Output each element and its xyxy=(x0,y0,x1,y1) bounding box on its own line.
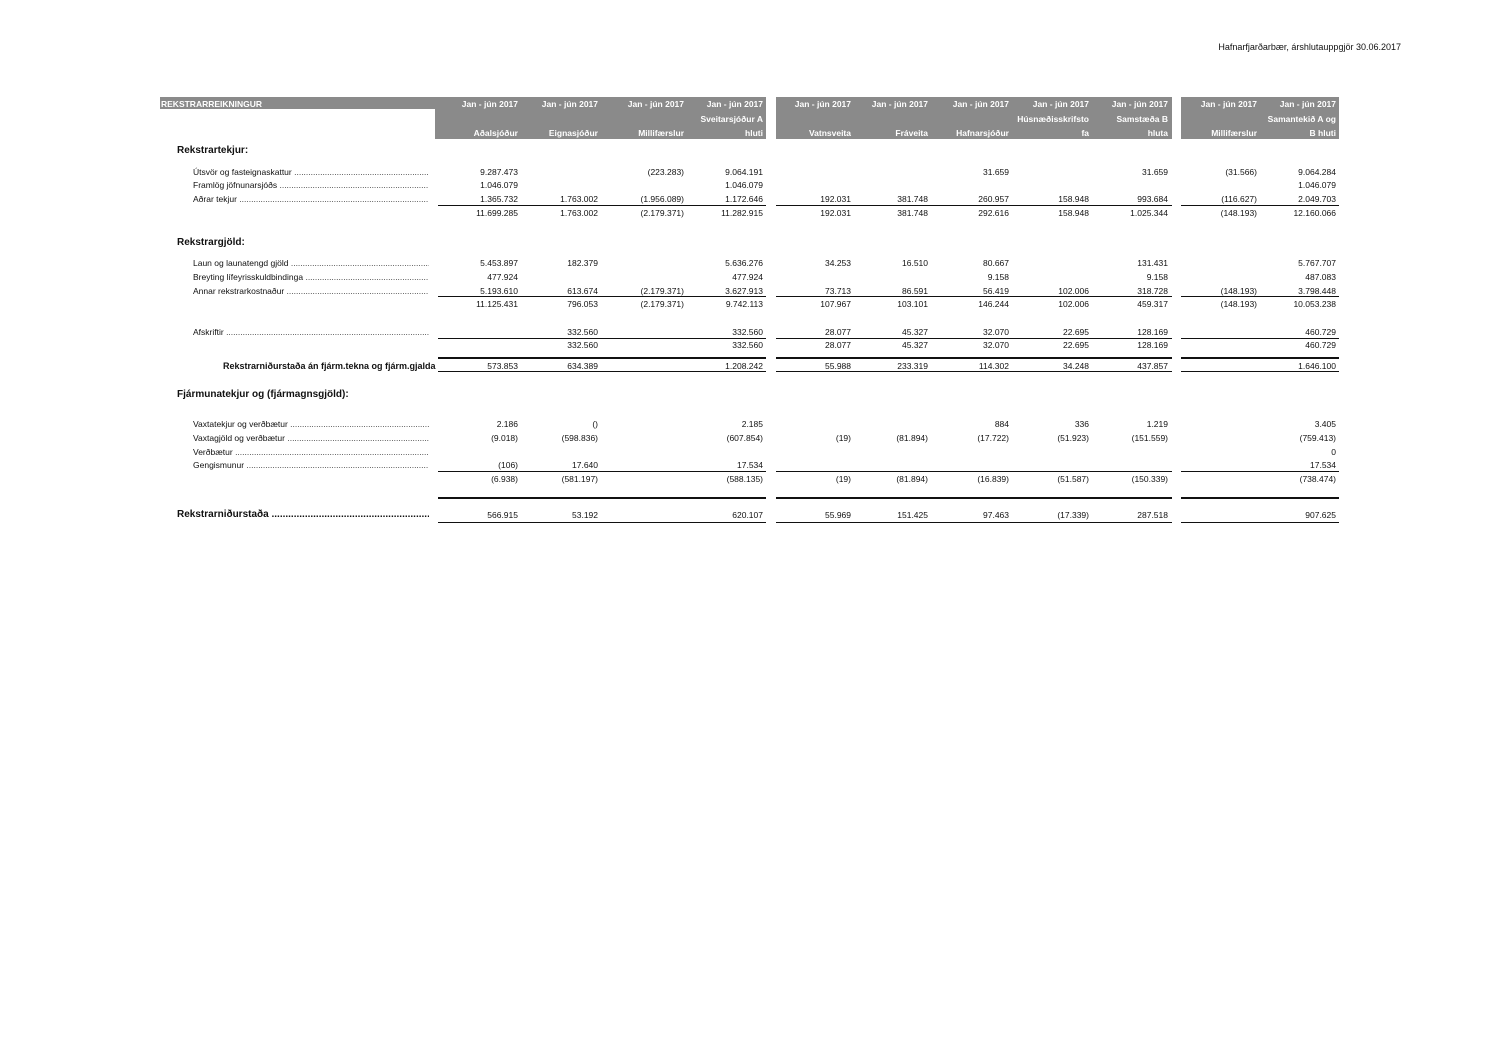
cell-framlog-3: 1.046.079 xyxy=(725,180,763,190)
cell-breyting-3: 477.924 xyxy=(732,272,763,282)
document-header: Hafnarfjarðarbær, árshlutauppgjör 30.06.2017 xyxy=(1218,42,1401,52)
column-name-line2-9: Millifærslur xyxy=(1211,128,1257,138)
cell-expenses-total-6: 146.244 xyxy=(978,299,1009,309)
cell-adrar-tekjur-4: 192.031 xyxy=(820,194,851,204)
rule-operating-bottom-0 xyxy=(438,371,766,372)
cell-operating-result-4: 55.988 xyxy=(825,361,851,371)
cell-revenue-total-10: 12.160.066 xyxy=(1293,208,1336,218)
cell-finance-total-1: (581.197) xyxy=(561,474,598,484)
cell-utsvor-2: (223.283) xyxy=(647,167,684,177)
cell-net-result-0: 566.915 xyxy=(487,510,518,520)
cell-vaxtagjold-7: (51.923) xyxy=(1057,433,1089,443)
cell-annar-9: (148.193) xyxy=(1220,286,1257,296)
cell-net-result-4: 55.969 xyxy=(825,510,851,520)
column-name-line1-7: Húsnæðisskrifsto xyxy=(1017,114,1089,124)
column-name-line1-10: Samantekið A og xyxy=(1267,114,1336,124)
cell-expenses-total-1: 796.053 xyxy=(567,299,598,309)
rule-finance-total-0 xyxy=(438,471,766,472)
cell-revenue-total-6: 292.616 xyxy=(978,208,1009,218)
cell-adrar-tekjur-3: 1.172.646 xyxy=(725,194,763,204)
rule-net-top-2 xyxy=(1181,497,1339,499)
column-period-5: Jan - jún 2017 xyxy=(871,99,928,109)
column-period-2: Jan - jún 2017 xyxy=(627,99,684,109)
rule-operating-top-2 xyxy=(1181,357,1339,359)
cell-revenue-total-4: 192.031 xyxy=(820,208,851,218)
cell-vaxtatekjur-6: 884 xyxy=(994,419,1009,429)
cell-afskriftir-total-8: 128.169 xyxy=(1137,340,1168,350)
cell-operating-result-0: 573.853 xyxy=(487,361,518,371)
rule-expenses-total-0 xyxy=(438,296,766,297)
column-name-line2-3: hluti xyxy=(745,128,763,138)
cell-finance-total-10: (738.474) xyxy=(1299,474,1336,484)
cell-laun-3: 5.636.276 xyxy=(725,258,763,268)
cell-vaxtagjold-6: (17.722) xyxy=(977,433,1009,443)
cell-expenses-total-3: 9.742.113 xyxy=(725,299,763,309)
cell-expenses-total-5: 103.101 xyxy=(897,299,928,309)
section-expenses-title: Rekstrargjöld: xyxy=(177,237,245,248)
cell-breyting-10: 487.083 xyxy=(1305,272,1336,282)
cell-gengismunur-10: 17.534 xyxy=(1310,460,1336,470)
cell-gengismunur-1: 17.640 xyxy=(572,460,598,470)
rule-afskriftir-total-2 xyxy=(1181,338,1339,339)
rule-operating-top-0 xyxy=(438,357,766,359)
cell-annar-6: 56.419 xyxy=(983,286,1009,296)
cell-expenses-total-2: (2.179.371) xyxy=(640,299,684,309)
cell-vaxtagjold-1: (598.836) xyxy=(561,433,598,443)
cell-expenses-total-9: (148.193) xyxy=(1220,299,1257,309)
column-name-line2-0: Aðalsjóður xyxy=(473,128,518,138)
cell-laun-0: 5.453.897 xyxy=(480,258,518,268)
cell-vaxtatekjur-1: () xyxy=(592,419,598,429)
cell-vaxtatekjur-8: 1.219 xyxy=(1146,419,1168,429)
label-annar: Annar rekstrarkostnaður ..... xyxy=(193,285,429,297)
rule-operating-bottom-1 xyxy=(776,371,1172,372)
column-name-line2-7: fa xyxy=(1081,128,1089,138)
cell-annar-5: 86.591 xyxy=(902,286,928,296)
rule-operating-bottom-2 xyxy=(1181,371,1339,372)
cell-adrar-tekjur-7: 158.948 xyxy=(1058,194,1089,204)
cell-expenses-total-8: 459.317 xyxy=(1137,299,1168,309)
label-verdbaetur: Verðbætur ..... xyxy=(193,446,429,458)
cell-afskriftir-total-7: 22.695 xyxy=(1063,340,1089,350)
cell-operating-result-6: 114.302 xyxy=(978,361,1009,371)
cell-vaxtagjold-0: (9.018) xyxy=(491,433,518,443)
rule-afskriftir-total-1 xyxy=(776,338,1172,339)
label-framlog: Framlög jöfnunarsjóðs ..... xyxy=(193,179,429,191)
statement-title: REKSTRARREIKNINGUR xyxy=(161,99,263,109)
cell-vaxtatekjur-3: 2.185 xyxy=(741,419,763,429)
cell-afskriftir-total-5: 45.327 xyxy=(902,340,928,350)
cell-annar-8: 318.728 xyxy=(1137,286,1168,296)
cell-finance-total-3: (588.135) xyxy=(726,474,763,484)
rule-net-bottom-1 xyxy=(776,522,1172,523)
label-laun: Laun og launatengd gjöld ..... xyxy=(193,257,429,269)
column-period-0: Jan - jún 2017 xyxy=(461,99,518,109)
cell-annar-2: (2.179.371) xyxy=(640,286,684,296)
cell-afskriftir-3: 332.560 xyxy=(732,327,763,337)
cell-breyting-6: 9.158 xyxy=(987,272,1009,282)
label-gengismunur: Gengismunur ..... xyxy=(193,459,429,471)
column-name-line2-4: Vatnsveita xyxy=(808,128,851,138)
cell-revenue-total-2: (2.179.371) xyxy=(640,208,684,218)
rule-operating-top-1 xyxy=(776,357,1172,359)
cell-adrar-tekjur-6: 260.957 xyxy=(978,194,1009,204)
cell-vaxtagjold-3: (607.854) xyxy=(726,433,763,443)
cell-net-result-7: (17.339) xyxy=(1057,510,1089,520)
cell-vaxtagjold-8: (151.559) xyxy=(1131,433,1168,443)
column-name-line2-10: B hluti xyxy=(1309,128,1336,138)
cell-expenses-total-0: 11.125.431 xyxy=(476,299,518,309)
cell-adrar-tekjur-2: (1.956.089) xyxy=(640,194,684,204)
cell-vaxtagjold-5: (81.894) xyxy=(896,433,928,443)
cell-operating-result-3: 1.208.242 xyxy=(725,361,763,371)
column-name-line2-8: hluta xyxy=(1147,128,1168,138)
cell-afskriftir-5: 45.327 xyxy=(902,327,928,337)
cell-revenue-total-1: 1.763.002 xyxy=(560,208,598,218)
header-title-gap xyxy=(160,109,435,139)
label-net-result: Rekstrarniðurstaða ..... xyxy=(177,509,429,521)
column-name-line1-8: Samstæða B xyxy=(1116,114,1168,124)
cell-framlog-0: 1.046.079 xyxy=(480,180,518,190)
cell-adrar-tekjur-0: 1.365.732 xyxy=(480,194,518,204)
cell-annar-10: 3.798.448 xyxy=(1298,286,1336,296)
cell-utsvor-6: 31.659 xyxy=(983,167,1009,177)
cell-vaxtatekjur-0: 2.186 xyxy=(496,419,518,429)
rule-expenses-total-1 xyxy=(776,296,1172,297)
column-name-line2-2: Millifærslur xyxy=(638,128,684,138)
cell-revenue-total-0: 11.699.285 xyxy=(476,208,518,218)
cell-expenses-total-10: 10.053.238 xyxy=(1293,299,1336,309)
cell-laun-4: 34.253 xyxy=(825,258,851,268)
column-period-6: Jan - jún 2017 xyxy=(952,99,1009,109)
cell-laun-8: 131.431 xyxy=(1137,258,1168,268)
cell-net-result-10: 907.625 xyxy=(1305,510,1336,520)
cell-utsvor-9: (31.566) xyxy=(1225,167,1257,177)
column-name-line2-6: Hafnarsjóður xyxy=(956,128,1009,138)
cell-laun-1: 182.379 xyxy=(567,258,598,268)
cell-net-result-5: 151.425 xyxy=(897,510,928,520)
cell-adrar-tekjur-8: 993.684 xyxy=(1137,194,1168,204)
cell-expenses-total-7: 102.006 xyxy=(1058,299,1089,309)
column-name-line2-1: Eignasjóður xyxy=(548,128,598,138)
cell-laun-10: 5.767.707 xyxy=(1298,258,1336,268)
cell-verdbaetur-10: 0 xyxy=(1331,447,1336,457)
cell-framlog-10: 1.046.079 xyxy=(1298,180,1336,190)
column-period-4: Jan - jún 2017 xyxy=(794,99,851,109)
cell-afskriftir-total-6: 32.070 xyxy=(983,340,1009,350)
cell-laun-5: 16.510 xyxy=(902,258,928,268)
label-vaxtagjold: Vaxtagjöld og verðbætur ..... xyxy=(193,432,429,444)
cell-annar-3: 3.627.913 xyxy=(725,286,763,296)
rule-net-top-0 xyxy=(438,497,766,499)
label-vaxtatekjur: Vaxtatekjur og verðbætur ..... xyxy=(193,418,429,430)
label-operating-result: Rekstrarniðurstaða án fjárm.tekna og fjárm.gjalda xyxy=(223,361,436,371)
cell-revenue-total-7: 158.948 xyxy=(1058,208,1089,218)
cell-afskriftir-total-1: 332.560 xyxy=(567,340,598,350)
rule-finance-total-2 xyxy=(1181,471,1339,472)
cell-vaxtatekjur-10: 3.405 xyxy=(1314,419,1336,429)
cell-operating-result-10: 1.646.100 xyxy=(1298,361,1336,371)
cell-adrar-tekjur-5: 381.748 xyxy=(897,194,928,204)
label-breyting: Breyting lífeyrisskuldbindinga ..... xyxy=(193,271,429,283)
cell-revenue-total-5: 381.748 xyxy=(897,208,928,218)
column-period-1: Jan - jún 2017 xyxy=(541,99,598,109)
cell-finance-total-6: (16.839) xyxy=(977,474,1009,484)
cell-annar-7: 102.006 xyxy=(1058,286,1089,296)
cell-annar-4: 73.713 xyxy=(825,286,851,296)
rule-finance-total-1 xyxy=(776,471,1172,472)
cell-utsvor-3: 9.064.191 xyxy=(725,167,763,177)
cell-afskriftir-4: 28.077 xyxy=(825,327,851,337)
column-name-line1-3: Sveitarsjóður A xyxy=(700,114,763,124)
rule-expenses-total-2 xyxy=(1181,296,1339,297)
cell-adrar-tekjur-1: 1.763.002 xyxy=(560,194,598,204)
label-afskriftir: Afskriftir ..... xyxy=(193,326,429,338)
cell-operating-result-8: 437.857 xyxy=(1137,361,1168,371)
cell-adrar-tekjur-9: (116.627) xyxy=(1221,194,1257,204)
cell-net-result-6: 97.463 xyxy=(983,510,1009,520)
cell-afskriftir-total-4: 28.077 xyxy=(825,340,851,350)
cell-net-result-3: 620.107 xyxy=(732,510,763,520)
cell-gengismunur-3: 17.534 xyxy=(737,460,763,470)
section-finance-title: Fjármunatekjur og (fjármagnsgjöld): xyxy=(177,389,349,400)
cell-revenue-total-3: 11.282.915 xyxy=(721,208,763,218)
cell-finance-total-0: (6.938) xyxy=(491,474,518,484)
label-adrar-tekjur: Aðrar tekjur ..... xyxy=(193,193,429,205)
cell-breyting-8: 9.158 xyxy=(1146,272,1168,282)
cell-vaxtatekjur-7: 336 xyxy=(1074,419,1089,429)
cell-operating-result-7: 34.248 xyxy=(1063,361,1089,371)
column-period-10: Jan - jún 2017 xyxy=(1279,99,1336,109)
cell-annar-1: 613.674 xyxy=(567,286,598,296)
cell-vaxtagjold-10: (759.413) xyxy=(1299,433,1336,443)
cell-utsvor-8: 31.659 xyxy=(1142,167,1168,177)
rule-net-top-1 xyxy=(776,497,1172,499)
cell-afskriftir-8: 128.169 xyxy=(1137,327,1168,337)
column-name-line2-5: Fráveita xyxy=(895,128,928,138)
cell-finance-total-5: (81.894) xyxy=(896,474,928,484)
cell-utsvor-10: 9.064.284 xyxy=(1298,167,1336,177)
label-utsvor: Útsvör og fasteignaskattur ..... xyxy=(193,166,429,178)
cell-revenue-total-9: (148.193) xyxy=(1220,208,1257,218)
rule-revenue-total-0 xyxy=(438,205,766,206)
cell-operating-result-1: 634.389 xyxy=(567,361,598,371)
column-period-3: Jan - jún 2017 xyxy=(706,99,763,109)
cell-breyting-0: 477.924 xyxy=(487,272,518,282)
cell-laun-6: 80.667 xyxy=(983,258,1009,268)
rule-revenue-total-2 xyxy=(1181,205,1339,206)
rule-revenue-total-1 xyxy=(776,205,1172,206)
cell-net-result-8: 287.518 xyxy=(1137,510,1168,520)
cell-vaxtagjold-4: (19) xyxy=(835,433,851,443)
cell-operating-result-5: 233.319 xyxy=(897,361,928,371)
cell-annar-0: 5.193.610 xyxy=(480,286,518,296)
cell-revenue-total-8: 1.025.344 xyxy=(1130,208,1168,218)
cell-afskriftir-total-10: 460.729 xyxy=(1305,340,1336,350)
cell-adrar-tekjur-10: 2.049.703 xyxy=(1298,194,1336,204)
rule-net-bottom-0 xyxy=(438,522,766,523)
cell-afskriftir-7: 22.695 xyxy=(1063,327,1089,337)
cell-net-result-1: 53.192 xyxy=(572,510,598,520)
rule-net-bottom-2 xyxy=(1181,522,1339,523)
column-period-9: Jan - jún 2017 xyxy=(1200,99,1257,109)
cell-finance-total-8: (150.339) xyxy=(1131,474,1168,484)
column-period-7: Jan - jún 2017 xyxy=(1032,99,1089,109)
cell-gengismunur-0: (106) xyxy=(498,460,518,470)
section-revenue-title: Rekstrartekjur: xyxy=(177,145,249,156)
cell-afskriftir-6: 32.070 xyxy=(983,327,1009,337)
column-period-8: Jan - jún 2017 xyxy=(1111,99,1168,109)
rule-afskriftir-total-0 xyxy=(438,338,766,339)
cell-afskriftir-1: 332.560 xyxy=(567,327,598,337)
cell-utsvor-0: 9.287.473 xyxy=(480,167,518,177)
cell-afskriftir-10: 460.729 xyxy=(1305,327,1336,337)
cell-expenses-total-4: 107.967 xyxy=(820,299,851,309)
cell-afskriftir-total-3: 332.560 xyxy=(732,340,763,350)
cell-finance-total-7: (51.587) xyxy=(1057,474,1089,484)
cell-finance-total-4: (19) xyxy=(835,474,851,484)
